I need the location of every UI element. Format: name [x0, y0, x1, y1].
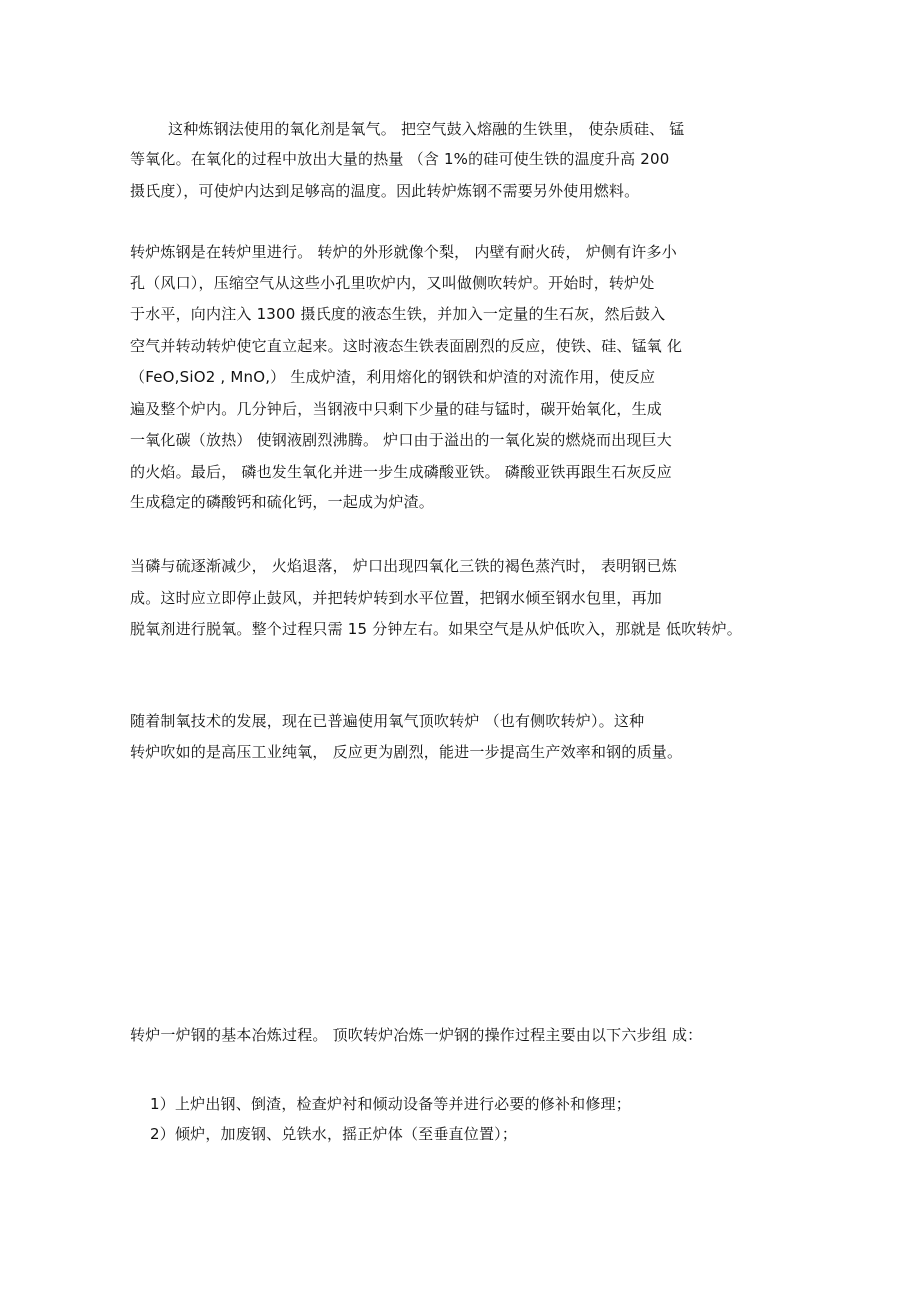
paragraph-3-line-2: 成。这时应立即停止鼓风，并把转炉转到水平位置，把钢水倾至钢水包里，再加 [130, 589, 663, 607]
paragraph-1-line-2: 等氧化。在氧化的过程中放出大量的热量 （含 1%的硅可使生铁的温度升高 200 [130, 150, 670, 168]
paragraph-2-line-3: 于水平，向内注入 1300 摄氏度的液态生铁，并加入一定量的生石灰，然后鼓入 [130, 305, 666, 323]
paragraph-2-line-8: 的火焰。最后， 磷也发生氧化并进一步生成磷酸亚铁。 磷酸亚铁再跟生石灰反应 [130, 463, 672, 481]
paragraph-2-line-7: 一氧化碳（放热） 使钢液剧烈沸腾。 炉口由于溢出的一氧化炭的燃烧而出现巨大 [130, 431, 672, 449]
paragraph-2-line-2: 孔（风口），压缩空气从这些小孔里吹炉内，又叫做侧吹转炉。开始时，转炉处 [130, 274, 655, 292]
section-intro: 转炉一炉钢的基本冶炼过程。 顶吹转炉冶炼一炉钢的操作过程主要由以下六步组 成： [130, 1026, 703, 1044]
paragraph-2-line-1: 转炉炼钢是在转炉里进行。 转炉的外形就像个梨， 内壁有耐火砖， 炉侧有许多小 [130, 243, 677, 261]
paragraph-2-line-6: 遍及整个炉内。几分钟后，当钢液中只剩下少量的硅与锰时，碳开始氧化，生成 [130, 400, 663, 418]
paragraph-2-line-5: （FeO,SiO2 , MnO,） 生成炉渣，利用熔化的钢铁和炉渣的对流作用，使反应 [130, 368, 656, 386]
paragraph-3-line-3: 脱氧剂进行脱氧。整个过程只需 15 分钟左右。如果空气是从炉低吹入，那就是 低吹转炉。 [130, 620, 742, 638]
paragraph-3-line-1: 当磷与硫逐渐减少， 火焰退落， 炉口出现四氧化三铁的褐色蒸汽时， 表明钢已炼 [130, 557, 677, 575]
step-item-2: 2）倾炉，加废钢、兑铁水，摇正炉体（至垂直位置）； [150, 1125, 518, 1143]
paragraph-2-line-9: 生成稳定的磷酸钙和硫化钙，一起成为炉渣。 [130, 493, 435, 511]
paragraph-4-line-1: 随着制氧技术的发展，现在已普遍使用氧气顶吹转炉 （也有侧吹转炉）。这种 [130, 712, 645, 730]
step-item-1: 1）上炉出钢、倒渣，检查炉衬和倾动设备等并进行必要的修补和修理； [150, 1095, 631, 1113]
paragraph-4-line-2: 转炉吹如的是高压工业纯氧， 反应更为剧烈，能进一步提高生产效率和钢的质量。 [130, 743, 683, 761]
paragraph-1-line-1: 这种炼钢法使用的氧化剂是氧气。 把空气鼓入熔融的生铁里， 使杂质硅、 锰 [168, 120, 685, 138]
paragraph-2-line-4: 空气并转动转炉使它直立起来。这时液态生铁表面剧烈的反应，使铁、硅、锰氧 化 [130, 337, 683, 355]
paragraph-1-line-3: 摄氏度），可使炉内达到足够高的温度。因此转炉炼钢不需要另外使用燃料。 [130, 182, 640, 200]
